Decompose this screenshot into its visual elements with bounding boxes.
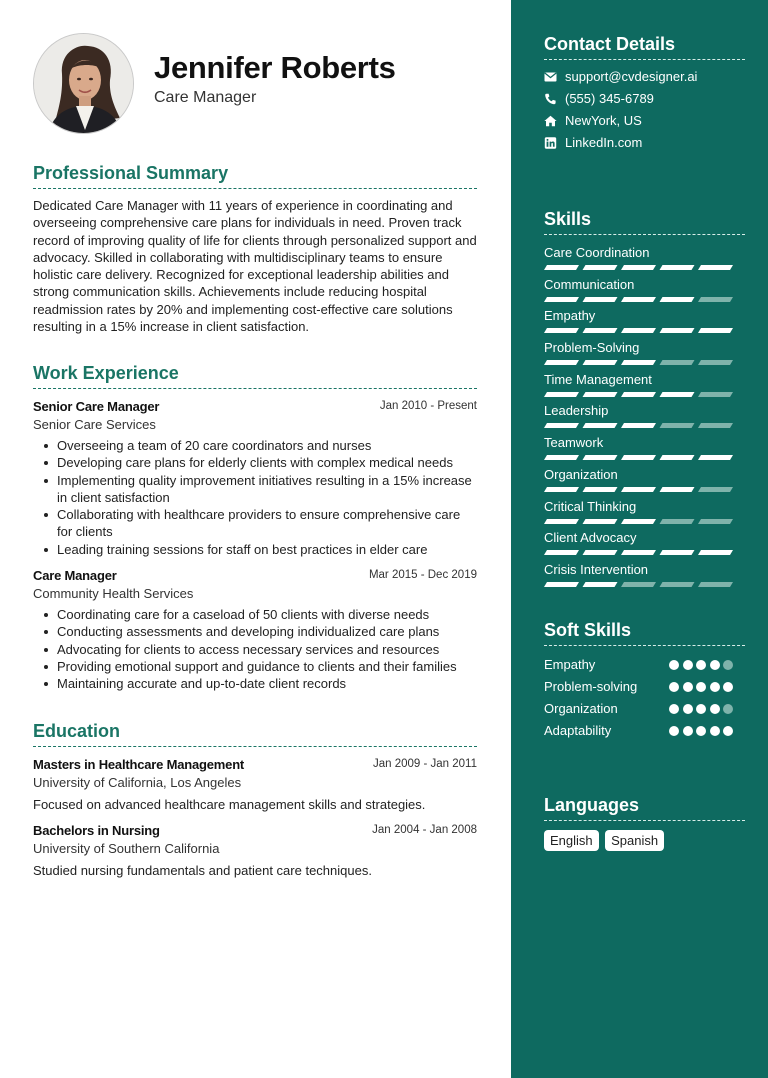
- envelope-icon: [544, 71, 557, 83]
- school: University of California, Los Angeles: [33, 775, 242, 790]
- rating-dot-filled: [710, 704, 720, 714]
- education-dates: Jan 2004 - Jan 2008: [372, 824, 477, 836]
- skill-name: Problem-Solving: [544, 340, 640, 356]
- job-entry: [33, 568, 477, 692]
- soft-skill-name: Empathy: [544, 657, 596, 672]
- contact-email-text: support@cvdesigner.ai: [565, 69, 698, 84]
- home-icon: [544, 115, 557, 127]
- skill-segment-empty: [660, 582, 695, 587]
- job-title: Senior Care Manager: [33, 399, 160, 414]
- soft-skill-rating: [666, 704, 734, 714]
- skill-segment-empty: [698, 519, 733, 524]
- soft-skill-name: Adaptability: [544, 723, 612, 738]
- bullet-item: Collaborating with healthcare providers to ensure comprehensive care for clients: [33, 506, 477, 541]
- soft-skill-rating: [666, 726, 734, 736]
- soft-skill-rating: [666, 682, 734, 692]
- bullet-item: Leading training sessions for staff on best practices in elder care: [33, 541, 477, 558]
- skill-name: Leadership: [544, 403, 609, 419]
- rating-dot-filled: [683, 726, 693, 736]
- job-bullets: [33, 437, 477, 558]
- soft-skill-item: [544, 698, 745, 720]
- rating-dot-filled: [669, 682, 679, 692]
- rating-dot-filled: [696, 726, 706, 736]
- skill-segment-filled: [544, 265, 579, 270]
- job-entry: [33, 399, 477, 558]
- skill-segment-filled: [660, 487, 695, 492]
- skill-segment-filled: [660, 297, 695, 302]
- rating-dot-filled: [710, 660, 720, 670]
- skill-segment-filled: [544, 550, 579, 555]
- rating-dot-filled: [669, 660, 679, 670]
- skill-segment-filled: [583, 550, 618, 555]
- rating-dot-filled: [669, 704, 679, 714]
- skill-name: Communication: [544, 276, 635, 292]
- skill-segment-filled: [698, 455, 733, 460]
- skill-segment-filled: [621, 519, 656, 524]
- bullet-item: Developing care plans for elderly clients with complex medical needs: [33, 454, 477, 471]
- skill-segment-filled: [544, 423, 579, 428]
- experience-section: [33, 363, 477, 693]
- soft-skills-section: [544, 620, 745, 742]
- skill-item: [544, 336, 745, 368]
- skill-segment-filled: [698, 328, 733, 333]
- contact-location: [544, 110, 745, 132]
- skill-segment-filled: [544, 328, 579, 333]
- bullet-item: Coordinating care for a caseload of 50 clients with diverse needs: [33, 606, 477, 623]
- skill-item: [544, 273, 745, 305]
- skill-segment-filled: [583, 265, 618, 270]
- rating-dot-filled: [696, 660, 706, 670]
- skill-segment-filled: [698, 265, 733, 270]
- skill-segment-empty: [698, 423, 733, 428]
- skill-level-bar: [544, 519, 733, 524]
- bullet-item: Maintaining accurate and up-to-date client records: [33, 675, 477, 692]
- skill-segment-filled: [621, 265, 656, 270]
- rating-dot-empty: [723, 704, 733, 714]
- skills-section: [544, 209, 745, 590]
- skill-segment-filled: [621, 455, 656, 460]
- skill-item: [544, 431, 745, 463]
- languages-heading: Languages: [544, 795, 745, 821]
- degree: Bachelors in Nursing: [33, 823, 160, 838]
- skill-segment-filled: [621, 550, 656, 555]
- bullet-item: Implementing quality improvement initiatives resulting in a 15% increase in client satisfaction: [33, 472, 477, 507]
- skill-segment-empty: [660, 423, 695, 428]
- skill-segment-filled: [583, 360, 618, 365]
- skill-item: [544, 558, 745, 590]
- skill-segment-filled: [621, 392, 656, 397]
- soft-skills-list: [544, 654, 745, 742]
- language-tag: Spanish: [605, 830, 664, 851]
- education-entry: [33, 757, 477, 813]
- skill-segment-filled: [583, 487, 618, 492]
- rating-dot-filled: [683, 704, 693, 714]
- skill-segment-empty: [698, 487, 733, 492]
- education-heading: Education: [33, 721, 477, 747]
- skill-segment-filled: [621, 360, 656, 365]
- soft-skills-heading: Soft Skills: [544, 620, 745, 646]
- sidebar: [511, 0, 768, 1078]
- skill-segment-filled: [544, 582, 579, 587]
- skill-item: [544, 304, 745, 336]
- job-company: Community Health Services: [33, 586, 194, 602]
- education-section: [33, 721, 477, 879]
- skill-segment-empty: [698, 360, 733, 365]
- soft-skill-name: Organization: [544, 701, 618, 716]
- skill-name: Time Management: [544, 371, 652, 387]
- school: University of Southern California: [33, 841, 220, 856]
- skill-name: Empathy: [544, 308, 596, 324]
- skill-item: [544, 526, 745, 558]
- skill-name: Organization: [544, 466, 618, 482]
- skill-level-bar: [544, 328, 733, 333]
- skill-level-bar: [544, 297, 733, 302]
- skill-segment-filled: [660, 550, 695, 555]
- skill-level-bar: [544, 265, 733, 270]
- rating-dot-filled: [696, 682, 706, 692]
- skill-item: [544, 368, 745, 400]
- skill-segment-empty: [660, 360, 695, 365]
- rating-dot-filled: [710, 682, 720, 692]
- skill-segment-filled: [621, 487, 656, 492]
- skill-level-bar: [544, 455, 733, 460]
- skill-segment-filled: [621, 423, 656, 428]
- profile-photo: [34, 34, 134, 134]
- degree: Masters in Healthcare Management: [33, 757, 245, 772]
- soft-skill-rating: [666, 660, 734, 670]
- skill-level-bar: [544, 392, 733, 397]
- job-dates: Mar 2015 - Dec 2019: [368, 569, 477, 582]
- resume-header: [33, 33, 483, 135]
- summary-heading: Professional Summary: [33, 163, 477, 189]
- experience-heading: Work Experience: [33, 363, 477, 389]
- languages-section: [544, 795, 745, 851]
- job-company: Senior Care Services: [33, 417, 156, 432]
- rating-dot-empty: [723, 660, 733, 670]
- skill-item: [544, 241, 745, 273]
- language-tag: English: [544, 830, 599, 851]
- skill-segment-empty: [698, 582, 733, 587]
- soft-skill-item: [544, 720, 745, 742]
- skill-level-bar: [544, 423, 733, 428]
- skill-name: Crisis Intervention: [544, 561, 649, 577]
- skill-segment-filled: [544, 360, 579, 365]
- skill-name: Teamwork: [544, 435, 604, 451]
- skill-segment-filled: [583, 392, 618, 397]
- job-dates: Jan 2010 - Present: [379, 400, 477, 412]
- bullet-item: Providing emotional support and guidance to clients and their families: [33, 658, 477, 675]
- skill-segment-filled: [583, 297, 618, 302]
- contact-phone-text: (555) 345-6789: [565, 91, 654, 106]
- rating-dot-filled: [683, 682, 693, 692]
- contact-linkedin-text: LinkedIn.com: [565, 135, 643, 150]
- rating-dot-filled: [696, 704, 706, 714]
- skill-segment-filled: [660, 265, 695, 270]
- soft-skill-name: Problem-solving: [544, 679, 638, 694]
- candidate-name: Jennifer Roberts: [154, 50, 396, 85]
- soft-skill-item: [544, 676, 745, 698]
- skill-segment-empty: [660, 519, 695, 524]
- contact-heading: Contact Details: [544, 34, 745, 60]
- skill-name: Critical Thinking: [544, 498, 637, 514]
- education-dates: Jan 2009 - Jan 2011: [372, 758, 477, 770]
- skill-level-bar: [544, 582, 733, 587]
- contact-location-text: NewYork, US: [565, 113, 642, 128]
- contact-linkedin[interactable]: [544, 132, 745, 154]
- skill-segment-filled: [544, 392, 579, 397]
- skill-segment-filled: [621, 328, 656, 333]
- job-bullets: [33, 606, 477, 692]
- soft-skill-item: [544, 654, 745, 676]
- bullet-item: Conducting assessments and developing individualized care plans: [33, 623, 477, 640]
- skills-heading: Skills: [544, 209, 745, 235]
- education-description: Studied nursing fundamentals and patient care techniques.: [33, 863, 372, 878]
- skill-level-bar: [544, 487, 733, 492]
- summary-text: Dedicated Care Manager with 11 years of experience in coordinating and overseeing comprehensive care plans for individuals in need. Proven track record of improving quality of life for clients through personalized support and advocacy. Skilled in collaborating with multidisciplinary teams to ensure holistic care delivery. Recognized for exceptional leadership abilities and strong communication skills. Achievements include reducing hospital readmission rates by 20% and implementing cost-effective care solutions resulting in a 15% increase in client satisfaction.: [33, 198, 477, 335]
- skill-segment-filled: [621, 297, 656, 302]
- rating-dot-filled: [723, 726, 733, 736]
- summary-section: [33, 163, 477, 335]
- skill-segment-empty: [698, 392, 733, 397]
- phone-icon: [544, 93, 557, 105]
- bullet-item: Overseeing a team of 20 care coordinators and nurses: [33, 437, 477, 454]
- rating-dot-filled: [723, 682, 733, 692]
- bullet-item: Advocating for clients to access necessary services and resources: [33, 641, 477, 658]
- skill-segment-filled: [660, 455, 695, 460]
- skill-level-bar: [544, 360, 733, 365]
- candidate-title: Care Manager: [154, 89, 257, 106]
- contact-phone[interactable]: [544, 88, 745, 110]
- skill-segment-filled: [544, 519, 579, 524]
- skill-segment-filled: [544, 455, 579, 460]
- skill-segment-filled: [583, 423, 618, 428]
- skill-name: Care Coordination: [544, 245, 650, 260]
- skill-segment-filled: [583, 519, 618, 524]
- skill-segment-empty: [621, 582, 656, 587]
- skill-level-bar: [544, 550, 733, 555]
- skill-segment-filled: [698, 550, 733, 555]
- skill-segment-empty: [698, 297, 733, 302]
- contact-section: [544, 34, 745, 154]
- skill-segment-filled: [544, 487, 579, 492]
- job-title: Care Manager: [33, 568, 117, 584]
- skill-segment-filled: [660, 392, 695, 397]
- education-entry: [33, 823, 477, 879]
- rating-dot-filled: [710, 726, 720, 736]
- skill-segment-filled: [583, 455, 618, 460]
- contact-email[interactable]: [544, 66, 745, 88]
- education-description: Focused on advanced healthcare management skills and strategies.: [33, 797, 426, 812]
- skill-item: [544, 463, 745, 495]
- skill-segment-filled: [583, 328, 618, 333]
- skill-segment-filled: [544, 297, 579, 302]
- skills-list: [544, 241, 745, 590]
- skill-name: Client Advocacy: [544, 530, 637, 546]
- rating-dot-filled: [669, 726, 679, 736]
- skill-item: [544, 399, 745, 431]
- linkedin-icon: [544, 137, 557, 149]
- skill-segment-filled: [583, 582, 618, 587]
- skill-item: [544, 495, 745, 527]
- avatar: [33, 33, 134, 134]
- rating-dot-filled: [683, 660, 693, 670]
- skill-segment-filled: [660, 328, 695, 333]
